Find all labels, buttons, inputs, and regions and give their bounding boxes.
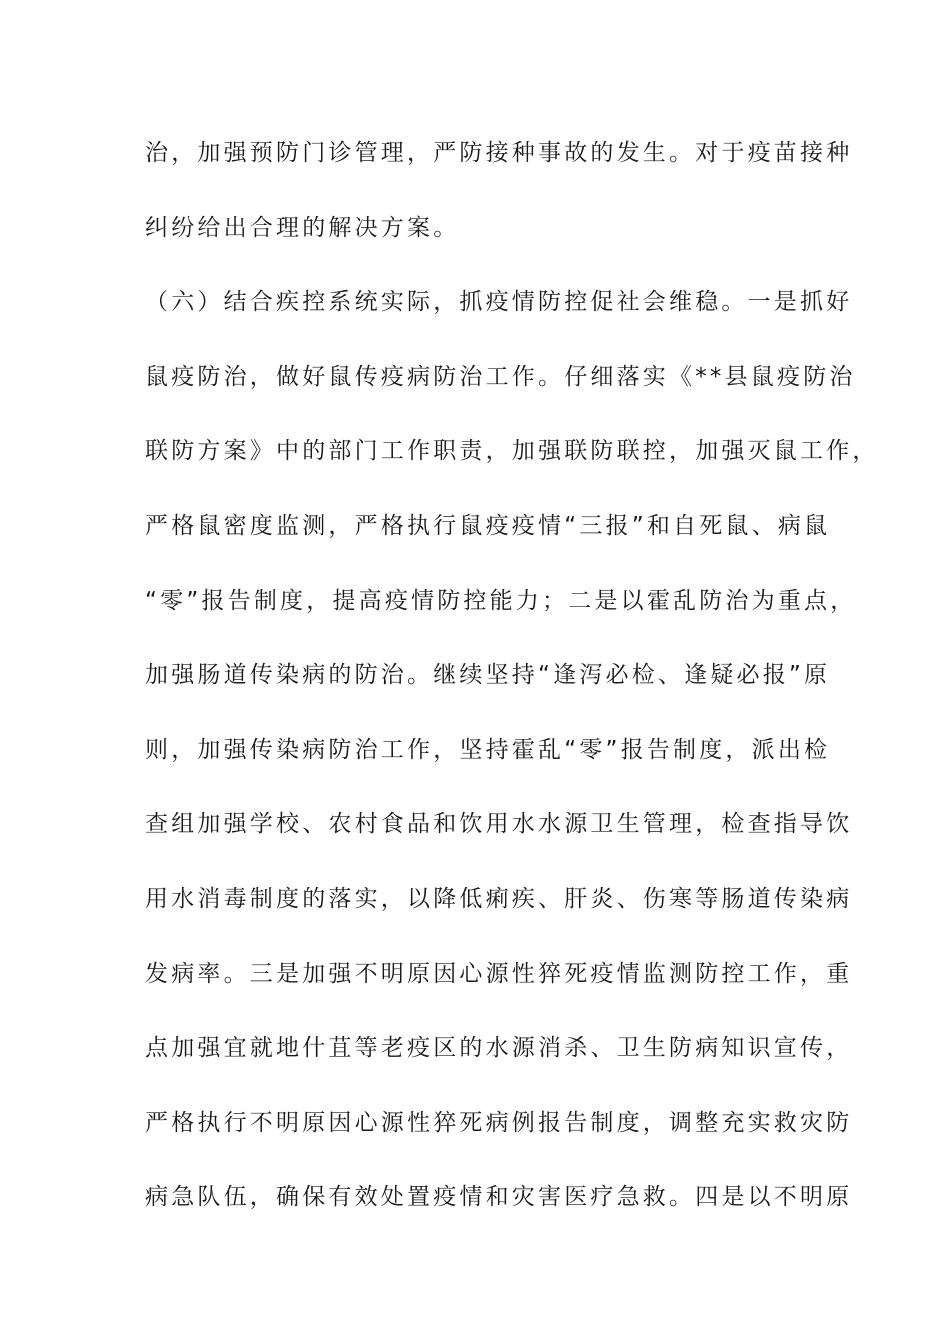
text-line: “零”报告制度，提高疫情防控能力；二是以霍乱防治为重点， [145,587,857,614]
text-line: 点加强宜就地什苴等老疫区的水源消杀、卫生防病知识宣传， [145,1035,853,1062]
text-line: 鼠疫防治，做好鼠传疫病防治工作。仔细落实《**县鼠疫防治 [145,363,856,390]
text-line: 查组加强学校、农村食品和饮用水水源卫生管理，检查指导饮 [145,811,853,838]
text-line: 严格鼠密度监测，严格执行鼠疫疫情“三报”和自死鼠、病鼠 [145,512,831,539]
text-line: 加强肠道传染病的防治。继续坚持“逢泻必检、逢疑必报”原 [145,662,831,689]
text-line: 则，加强传染病防治工作，坚持霍乱“零”报告制度，派出检 [145,736,831,763]
body-text [145,132,879,1251]
text-line: 联防方案》中的部门工作职责，加强联防联控，加强灭鼠工作， [145,438,879,465]
text-line: 治，加强预防门诊管理，严防接种事故的发生。对于疫苗接种 [145,140,853,166]
text-line: 纠纷给出合理的解决方案。 [145,214,460,241]
section-heading-line: （六）结合疾控系统实际，抓疫情防控促社会维稳。一是抓好 [145,289,853,316]
text-line: 严格执行不明原因心源性猝死病例报告制度，调整充实救灾防 [145,1109,853,1136]
text-line: 发病率。三是加强不明原因心源性猝死疫情监测防控工作，重 [145,960,853,987]
text-line: 用水消毒制度的落实，以降低痢疾、肝炎、伤寒等肠道传染病 [145,885,853,912]
text-line: 病急队伍，确保有效处置疫情和灾害医疗急救。四是以不明原 [145,1184,853,1211]
